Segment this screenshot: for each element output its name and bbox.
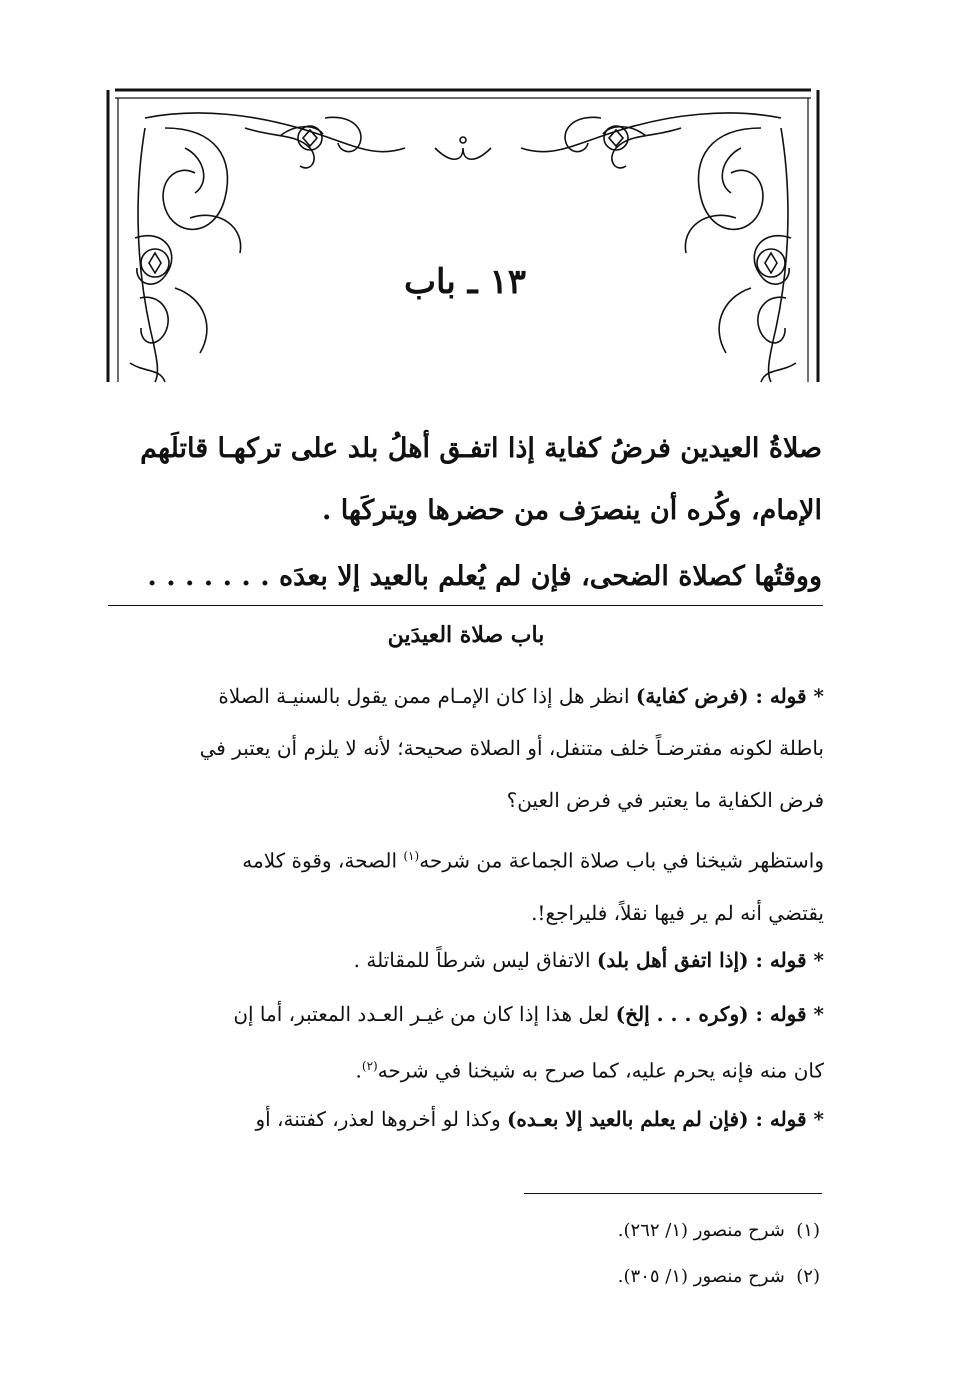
footnote-text: شرح منصور (١/ ٣٠٥). [617,1266,785,1287]
footnote-item [400,1208,820,1254]
matn-paragraph-2 [110,546,822,608]
footnote-separator-rule [524,1193,822,1194]
commentary-paragraph-1 [108,670,824,826]
matn-separator-rule [108,605,823,606]
footnote-number: (٢) [796,1266,820,1287]
footnote-number: (١) [796,1220,820,1241]
commentary-text: الاتفاق ليس شرطاً للمقاتلة . [353,948,597,972]
commentary-text: كان منه فإنه يحرم عليه، كما صرح به شيخنا في شرحه [377,1058,824,1083]
commentary-paragraph-4 [108,988,824,1097]
commentary-paragraph-2 [108,830,824,939]
commentary-text: الصحة، وقوة كلامه [242,848,404,873]
chapter-title: ١٣ ـ باب [404,262,526,302]
commentary-paragraph-5 [108,1093,824,1145]
commentary-line [108,934,824,986]
matn-line: ووقتُها كصلاة الضحى، فإن لم يُعلم بالعيد إلا بعدَه . . . . . . . [147,561,822,592]
commentary-line: فرض الكفاية ما يعتبر في فرض العين؟ [506,788,824,812]
commentary-paragraph-3 [108,934,824,986]
matn-line: صلاةُ العيدين فرضُ كفاية إذا اتفـق أهلُ بلد على تركهـا قاتلَهم [140,433,822,464]
commentary-line: يقتضي أنه لم ير فيها نقلاً، فليراجع!. [531,900,824,925]
footnotes [400,1208,820,1300]
commentary-lead: * قوله : (إذا اتفق أهل بلد) [596,948,824,972]
left-corner-arabesque-icon [130,113,405,382]
commentary-lead: * قوله : (فإن لم يعلم بالعيد إلا بعـده) [506,1107,824,1131]
commentary-text: . [355,1058,362,1083]
commentary-line [108,988,824,1040]
matn-paragraph-1 [110,418,822,542]
commentary-text: لعل هذا إذا كان من غيـر العـدد المعتبر، أما إن [233,1002,616,1026]
section-heading: باب صلاة العيدَين [387,622,545,648]
commentary-lead: * قوله : (وكره . . . إلخ) [615,1002,824,1026]
footnote-reference[interactable]: (١) [403,849,420,863]
commentary-lead: * قوله : (فرض كفاية) [635,684,824,708]
footnote-item [400,1254,820,1300]
commentary-text: وكذا لو أخروها لعذر، كفتنة، أو [255,1107,507,1131]
matn-line: الإمام، وكُره أن ينصرَف من حضرها ويتركَها . [321,495,822,526]
footnote-text: شرح منصور (١/ ٢٦٢). [617,1220,785,1241]
commentary-line: باطلة لكونه مفترضـاً خلف متنفل، أو الصلاة صحيحة؛ لأنه لا يلزم أن يعتبر في [199,736,824,760]
commentary-text: انظر هل إذا كان الإمـام ممن يقول بالسنيـة الصلاة [218,684,636,708]
frame-lines-icon [108,90,818,382]
ornamental-header-frame [105,88,821,384]
commentary-line [108,1093,824,1145]
commentary-line [108,670,824,722]
right-corner-arabesque-icon [521,113,796,382]
commentary-line [108,830,824,887]
commentary-line [108,1040,824,1097]
commentary-text: واستظهر شيخنا في باب صلاة الجماعة من شرحه [419,848,824,873]
center-divider-ornament-icon [435,137,491,159]
footnote-reference[interactable]: (٢) [361,1059,378,1073]
